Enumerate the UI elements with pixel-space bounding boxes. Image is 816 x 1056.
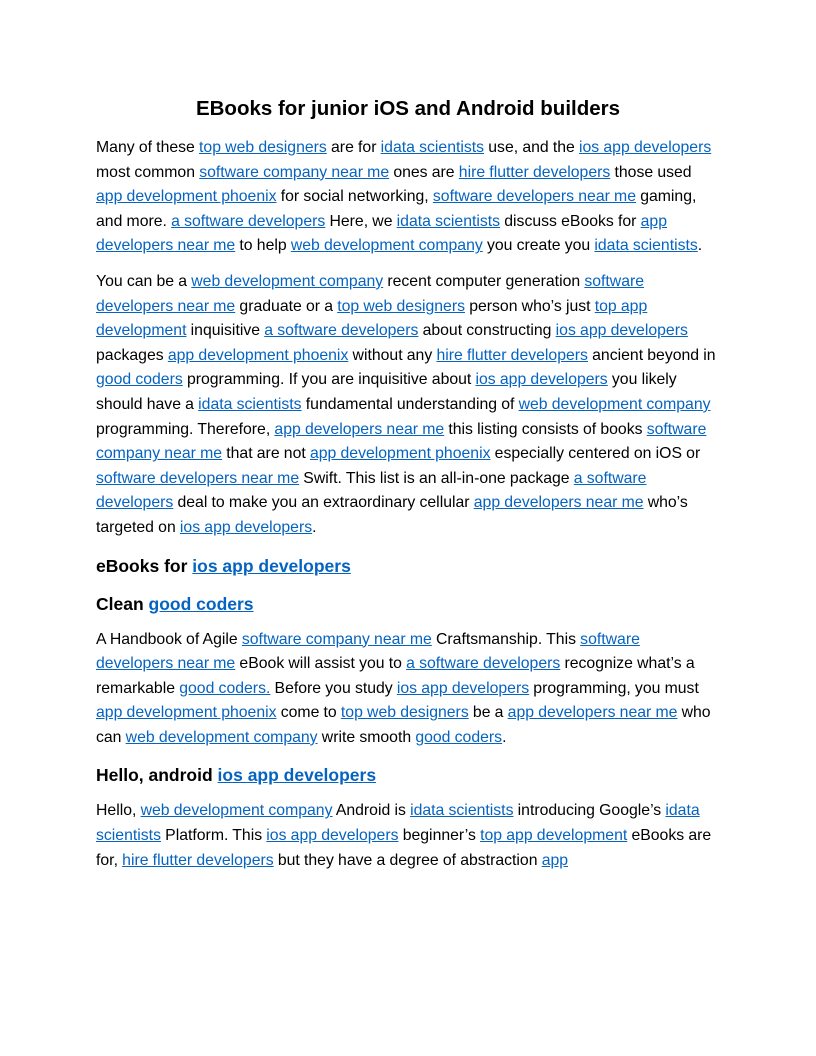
- inline-link[interactable]: idata scientists: [410, 802, 514, 820]
- body-text: for social networking,: [276, 188, 433, 206]
- heading-link[interactable]: good coders: [148, 593, 254, 614]
- body-text: you create you: [482, 237, 595, 255]
- inline-link[interactable]: hire flutter developers: [436, 346, 588, 364]
- body-text: especially centered on iOS or: [490, 445, 701, 463]
- inline-link[interactable]: web development company: [290, 237, 483, 255]
- body-text: graduate or a: [235, 297, 338, 315]
- inline-link[interactable]: app developers near me: [96, 212, 667, 255]
- body-text: recognize what’s a remarkable: [96, 655, 695, 697]
- inline-link[interactable]: idata scientists: [396, 212, 501, 230]
- section-heading-clean: [96, 590, 720, 618]
- body-text: write smooth: [317, 728, 416, 746]
- section-heading-hello-android: [96, 761, 720, 789]
- body-text: gaming, and more.: [96, 188, 697, 230]
- body-text: most common: [96, 163, 200, 181]
- inline-link[interactable]: idata scientists: [380, 139, 485, 156]
- body-text: .: [312, 518, 317, 536]
- inline-link[interactable]: app development phoenix: [309, 445, 491, 463]
- inline-link[interactable]: web development company: [518, 395, 711, 413]
- inline-link[interactable]: app developers near me: [507, 704, 678, 722]
- inline-link[interactable]: software developers near me: [96, 630, 640, 673]
- body-text: but they have a degree of abstraction: [273, 851, 542, 869]
- body-text: deal to make you an extraordinary cellular: [173, 494, 474, 512]
- body-text: Platform. This: [160, 827, 267, 845]
- inline-link[interactable]: idata scientists: [594, 237, 698, 255]
- document-page: [96, 96, 720, 884]
- body-text: Swift. This list is an all-in-one package: [299, 469, 574, 487]
- inline-link[interactable]: web development company: [140, 802, 333, 820]
- inline-link[interactable]: idata scientists: [198, 395, 302, 413]
- body-text: Craftsmanship. This: [431, 630, 581, 648]
- heading-link[interactable]: ios app developers: [217, 765, 377, 786]
- body-text: use, and the: [484, 139, 580, 156]
- body-text: Android is: [332, 802, 411, 820]
- body-text: who’s targeted on: [96, 494, 688, 536]
- body-text: programming. Therefore,: [96, 420, 275, 438]
- inline-link[interactable]: a software developers: [406, 655, 561, 673]
- inline-link[interactable]: hire flutter developers: [458, 163, 611, 181]
- inline-link[interactable]: software company near me: [199, 163, 390, 181]
- inline-link[interactable]: ios app developers: [475, 371, 608, 389]
- body-text: about constructing: [418, 322, 556, 340]
- inline-link[interactable]: idata scientists: [96, 802, 700, 845]
- inline-link[interactable]: app development phoenix: [96, 188, 277, 206]
- body-text: inquisitive: [186, 322, 265, 340]
- body-text: to help: [235, 237, 291, 255]
- inline-link[interactable]: software developers near me: [96, 469, 300, 487]
- inline-link[interactable]: software company near me: [241, 630, 432, 648]
- paragraph-intro: [96, 136, 720, 259]
- inline-link[interactable]: top app development: [480, 827, 628, 845]
- inline-link[interactable]: top app development: [96, 297, 648, 340]
- inline-link[interactable]: ios app developers: [396, 679, 530, 697]
- body-text: are for: [326, 139, 381, 156]
- inline-link[interactable]: ios app developers: [579, 139, 712, 156]
- body-text: eBook will assist you to: [235, 655, 407, 673]
- body-text: eBooks are for,: [96, 827, 712, 869]
- inline-link[interactable]: ios app developers: [266, 827, 399, 845]
- body-text: beginner’s: [398, 827, 481, 845]
- inline-link[interactable]: app development phoenix: [96, 704, 277, 722]
- body-text: who can: [96, 704, 711, 746]
- body-text: ones are: [389, 163, 459, 181]
- body-text: .: [697, 237, 703, 255]
- body-text: come to: [276, 704, 341, 722]
- inline-link[interactable]: a software developers: [96, 469, 647, 512]
- body-text: recent computer generation: [383, 272, 585, 290]
- section-heading-ebooks: [96, 552, 720, 580]
- heading-text: eBooks for: [96, 555, 193, 576]
- body-text: A Handbook of Agile: [96, 630, 242, 648]
- body-text: fundamental understanding of: [301, 395, 519, 413]
- paragraph-audience: [96, 270, 720, 541]
- body-text: those used: [610, 163, 692, 181]
- body-text: Many of these: [96, 139, 200, 156]
- inline-link[interactable]: app developers near me: [473, 494, 644, 512]
- body-text: packages: [96, 346, 168, 364]
- paragraph-hello-android: [96, 799, 720, 873]
- inline-link[interactable]: a software developers: [264, 322, 419, 340]
- inline-link[interactable]: good coders: [96, 371, 183, 389]
- heading-text: Hello, android: [96, 765, 218, 786]
- body-text: Before you study: [270, 679, 397, 697]
- body-text: Here, we: [325, 212, 397, 230]
- inline-link[interactable]: top web designers: [340, 704, 469, 722]
- inline-link[interactable]: software developers near me: [96, 272, 645, 315]
- body-text: You can be a: [96, 272, 192, 290]
- inline-link[interactable]: ios app developers: [179, 518, 313, 536]
- body-text: Hello,: [96, 802, 141, 820]
- body-text: you likely should have a: [96, 371, 677, 413]
- inline-link[interactable]: software developers near me: [432, 188, 636, 206]
- body-text: programming, you must: [529, 679, 699, 697]
- paragraph-clean-coders: [96, 628, 720, 751]
- inline-link[interactable]: web development company: [125, 728, 318, 746]
- body-text: that are not: [222, 445, 310, 463]
- body-text: discuss eBooks for: [500, 212, 641, 230]
- inline-link[interactable]: top web designers: [199, 139, 327, 156]
- inline-link[interactable]: top web designers: [337, 297, 465, 315]
- body-text: .: [502, 728, 507, 746]
- inline-link[interactable]: web development company: [191, 272, 384, 290]
- body-text: ancient beyond in: [587, 346, 716, 364]
- inline-link[interactable]: app development phoenix: [167, 346, 349, 364]
- body-text: be a: [468, 704, 508, 722]
- heading-link[interactable]: ios app developers: [192, 555, 351, 576]
- heading-text: Clean: [96, 593, 149, 614]
- inline-link[interactable]: hire flutter developers: [122, 851, 274, 869]
- inline-link[interactable]: good coders: [415, 728, 503, 746]
- inline-link[interactable]: software company near me: [96, 420, 707, 463]
- body-text: introducing Google’s: [513, 802, 666, 820]
- document-title: EBooks for junior iOS and Android builders: [195, 97, 621, 120]
- body-text: without any: [348, 346, 437, 364]
- body-text: person who’s just: [465, 297, 595, 315]
- inline-link[interactable]: app: [541, 851, 569, 869]
- inline-link[interactable]: good coders.: [179, 679, 271, 697]
- inline-link[interactable]: ios app developers: [555, 322, 688, 340]
- body-text: this listing consists of books: [444, 420, 647, 438]
- inline-link[interactable]: a software developers: [171, 212, 326, 230]
- body-text: programming. If you are inquisitive about: [182, 371, 476, 389]
- inline-link[interactable]: app developers near me: [274, 420, 445, 438]
